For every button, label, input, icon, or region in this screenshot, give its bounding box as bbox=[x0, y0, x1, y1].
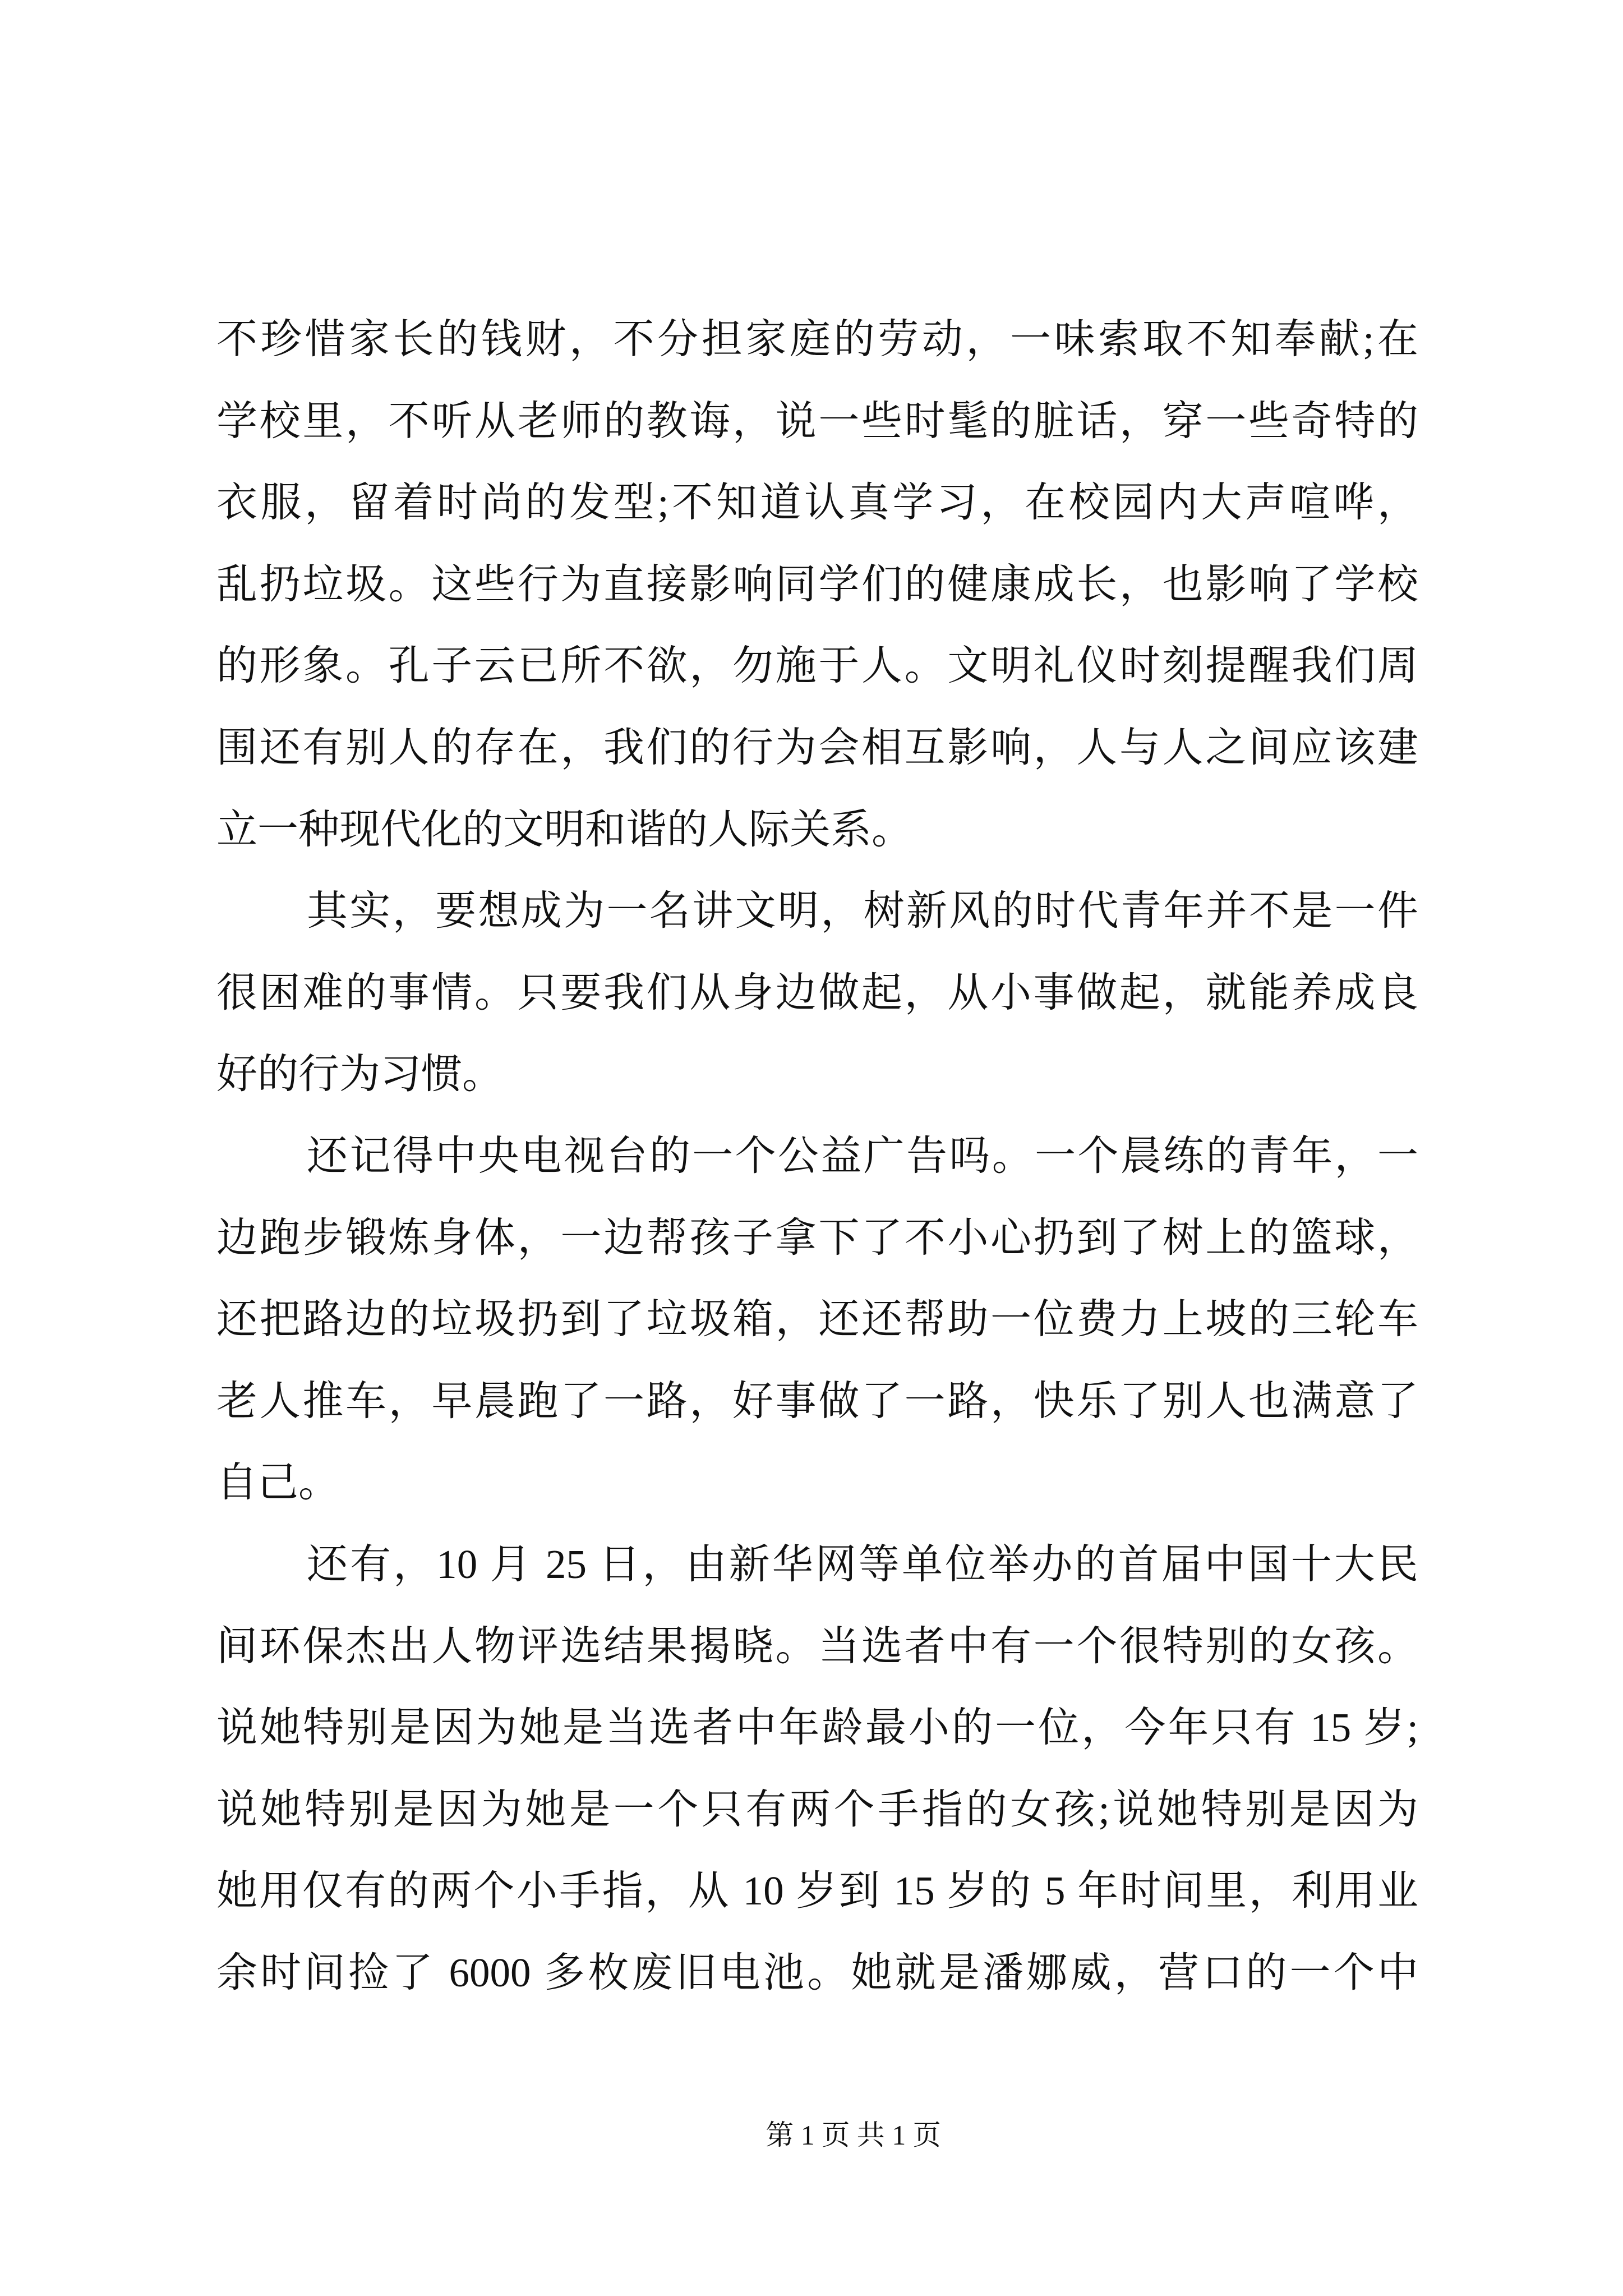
text-line: 好的行为习惯。 bbox=[216, 1051, 503, 1097]
text-line: 边跑步锻炼身体，一边帮孩子拿下了不小心扔到了树上的篮球， bbox=[216, 1214, 1418, 1260]
paragraph-3 bbox=[216, 1115, 1418, 1524]
paragraph-1 bbox=[216, 298, 1418, 870]
text-line: 自己。 bbox=[216, 1460, 339, 1506]
text-line: 其实，要想成为一名讲文明，树新风的时代青年并不是一件 bbox=[307, 888, 1418, 934]
paragraph-2 bbox=[216, 870, 1418, 1115]
page-number-footer: 第 1 页 共 1 页 bbox=[766, 2119, 941, 2151]
text-line: 她用仅有的两个小手指，从 10 岁到 15 岁的 5 年时间里，利用业 bbox=[216, 1868, 1418, 1914]
text-line: 说她特别是因为她是当选者中年龄最小的一位，今年只有 15 岁; bbox=[216, 1705, 1418, 1751]
text-line: 还记得中央电视台的一个公益广告吗。一个晨练的青年，一 bbox=[307, 1133, 1418, 1179]
text-line: 还有，10 月 25 日，由新华网等单位举办的首届中国十大民 bbox=[307, 1541, 1418, 1587]
text-line: 衣服，留着时尚的发型;不知道认真学习，在校园内大声喧哗， bbox=[216, 480, 1418, 526]
text-line: 学校里，不听从老师的教诲，说一些时髦的脏话，穿一些奇特的 bbox=[216, 398, 1418, 444]
text-line: 立一种现代化的文明和谐的人际关系。 bbox=[216, 806, 912, 852]
text-line: 乱扔垃圾。这些行为直接影响同学们的健康成长，也影响了学校 bbox=[216, 561, 1418, 607]
document-body bbox=[216, 298, 1418, 2013]
text-line: 很困难的事情。只要我们从身边做起，从小事做起，就能养成良 bbox=[216, 969, 1418, 1015]
text-line: 还把路边的垃圾扔到了垃圾箱，还还帮助一位费力上坡的三轮车 bbox=[216, 1296, 1418, 1342]
text-line: 的形象。孔子云已所不欲，勿施于人。文明礼仪时刻提醒我们周 bbox=[216, 643, 1418, 689]
text-line: 不珍惜家长的钱财，不分担家庭的劳动，一味索取不知奉献;在 bbox=[216, 316, 1418, 362]
paragraph-4 bbox=[216, 1524, 1418, 2014]
text-line: 围还有别人的存在，我们的行为会相互影响，人与人之间应该建 bbox=[216, 724, 1418, 770]
text-line: 间环保杰出人物评选结果揭晓。当选者中有一个很特别的女孩。 bbox=[216, 1623, 1418, 1669]
text-line: 余时间捡了 6000 多枚废旧电池。她就是潘娜威，营口的一个中 bbox=[216, 1949, 1418, 1995]
text-line: 老人推车，早晨跑了一路，好事做了一路，快乐了别人也满意了 bbox=[216, 1378, 1418, 1424]
text-line: 说她特别是因为她是一个只有两个手指的女孩;说她特别是因为 bbox=[216, 1786, 1418, 1832]
